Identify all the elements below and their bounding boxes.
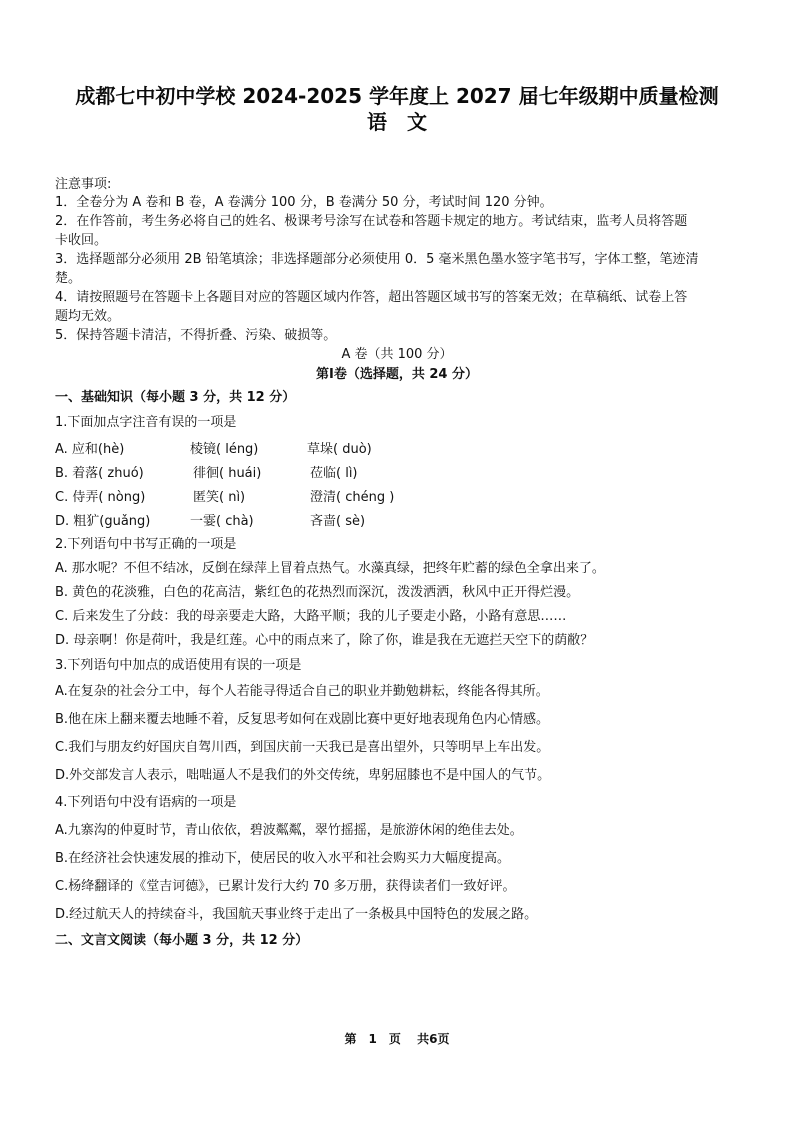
q4-option-b: B.在经济社会快速发展的推动下，使居民的收入水平和社会购买力大幅度提高。 <box>55 851 511 866</box>
q4-stem: 4.下列语句中没有语病的一项是 <box>55 795 237 810</box>
q3-stem: 3.下列语句中加点的成语使用有误的一项是 <box>55 658 302 673</box>
note-line: 2．在作答前，考生务必将自己的姓名、极课考号涂写在试卷和答题卡规定的地方。考试结束，监考人员将答题 <box>55 214 688 229</box>
page-label: 第 <box>344 1032 357 1046</box>
q1-option-b <box>55 462 745 482</box>
q4-option-a: A.九寨沟的仲夏时节，青山依依，碧波粼粼，翠竹摇摇，是旅游休闲的绝佳去处。 <box>55 823 523 838</box>
note-line: 1．全卷分为 A 卷和 B 卷，A 卷满分 100 分，B 卷满分 50 分，考试时间 120 分钟。 <box>55 195 553 210</box>
subject-title: 语 文 <box>367 110 427 134</box>
q1-d-word2: 一霎( chà) <box>190 514 254 529</box>
section-1-heading: 一、基础知识（每小题 3 分，共 12 分） <box>55 390 296 405</box>
q1-c-word2: 匿笑( nì) <box>193 490 246 505</box>
q3-option-b: B.他在床上翻来覆去地睡不着，反复思考如何在戏剧比赛中更好地表现角色内心情感。 <box>55 712 550 727</box>
section-2-heading: 二、文言文阅读（每小题 3 分，共 12 分） <box>55 933 309 948</box>
part1-heading: 第Ⅰ卷（选择题，共 24 分） <box>316 367 478 382</box>
q4-option-d: D.经过航天人的持续奋斗，我国航天事业终于走出了一条极具中国特色的发展之路。 <box>55 907 538 922</box>
note-line: 楚。 <box>55 271 82 286</box>
q2-option-d: D. 母亲啊！你是荷叶，我是红莲。心中的雨点来了，除了你，谁是我在无遮拦天空下的荫敝？ <box>55 633 594 648</box>
q1-a-word2: 棱镜( léng) <box>190 442 259 457</box>
q3-option-c: C.我们与朋友约好国庆自驾川西，到国庆前一天我已是喜出望外，只等明早上车出发。 <box>55 740 550 755</box>
note-line: 3．选择题部分必须用 2B 铅笔填涂；非选择题部分必须使用 0．5 毫米黑色墨水签字笔书写，字体工整，笔迹清 <box>55 252 699 267</box>
note-line: 5．保持答题卡清洁，不得折叠、污染、破损等。 <box>55 328 337 343</box>
q1-d-word1: D. 粗犷(guǎng) <box>55 514 151 529</box>
page-footer <box>0 1030 794 1047</box>
a-paper-heading: A 卷（共 100 分） <box>341 347 453 362</box>
page-unit: 页 <box>388 1032 401 1046</box>
q3-option-a: A.在复杂的社会分工中，每个人若能寻得适合自己的职业并勤勉耕耘，终能各得其所。 <box>55 684 549 699</box>
note-line: 卡收回。 <box>55 233 108 248</box>
note-line: 4．请按照题号在答题卡上各题目对应的答题区域内作答，超出答题区域书写的答案无效；在草稿纸、试卷上答 <box>55 290 688 305</box>
q1-b-word3: 莅临( lì) <box>310 466 358 481</box>
q1-a-word1: A. 应和(hè) <box>55 442 125 457</box>
q1-a-word3: 草垛( duò) <box>307 442 372 457</box>
q2-option-b: B. 黄色的花淡雅，白色的花高洁，紫红色的花热烈而深沉，泼泼洒洒，秋风中正开得烂漫。 <box>55 585 580 600</box>
q1-option-a <box>55 438 745 458</box>
notes-heading: 注意事项: <box>55 177 112 192</box>
q1-option-d <box>55 510 745 530</box>
page-total: 共6页 <box>417 1032 450 1046</box>
q2-option-c: C. 后来发生了分歧：我的母亲要走大路，大路平顺；我的儿子要走小路，小路有意思…… <box>55 609 567 624</box>
exam-title: 成都七中初中学校 2024-2025 学年度上 2027 届七年级期中质量检测 <box>75 84 719 108</box>
q2-stem: 2.下列语句中书写正确的一项是 <box>55 537 237 552</box>
q4-option-c: C.杨绛翻译的《堂吉诃德》，已累计发行大约 70 多万册，获得读者们一致好评。 <box>55 879 516 894</box>
q1-option-c <box>55 486 745 506</box>
q1-c-word3: 澄清( chéng ) <box>310 490 395 505</box>
q2-option-a: A. 那水呢？不但不结冰，反倒在绿萍上冒着点热气。水藻真绿，把终年贮蓄的绿色全拿出来了。 <box>55 561 605 576</box>
note-line: 题均无效。 <box>55 309 121 324</box>
q1-b-word1: B. 着落( zhuó) <box>55 466 144 481</box>
q1-d-word3: 吝啬( sè) <box>310 514 366 529</box>
q3-option-d: D.外交部发言人表示，咄咄逼人不是我们的外交传统，卑躬屈膝也不是中国人的气节。 <box>55 768 551 783</box>
page-number: 1 <box>368 1032 377 1046</box>
q1-b-word2: 徘徊( huái) <box>193 466 262 481</box>
q1-stem: 1.下面加点字注音有误的一项是 <box>55 415 237 430</box>
q1-c-word1: C. 侍弄( nòng) <box>55 490 146 505</box>
